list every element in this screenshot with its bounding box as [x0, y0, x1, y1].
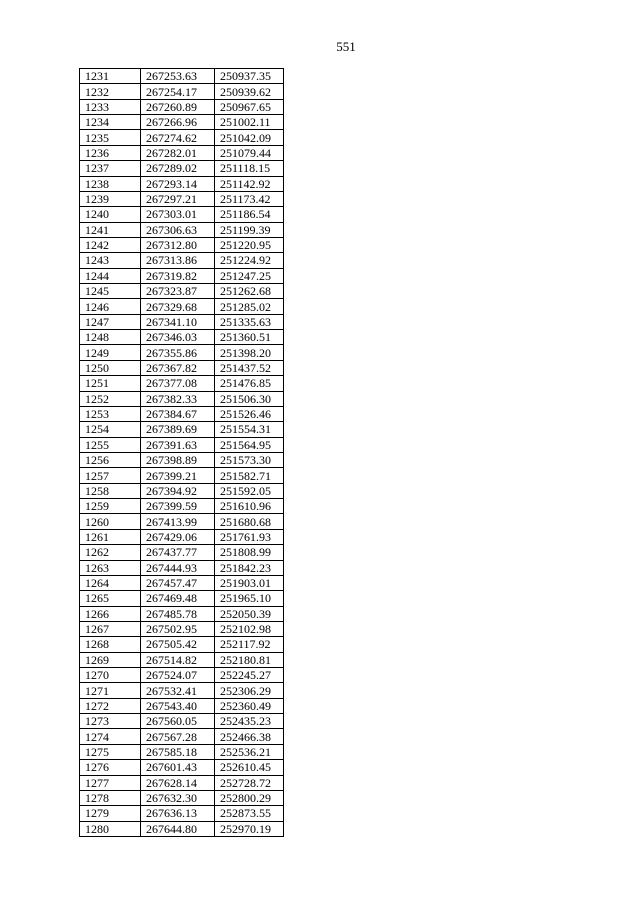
- table-row: [80, 698, 284, 713]
- table-row: [80, 207, 284, 222]
- x-coordinate-cell: 267266.96: [141, 115, 215, 130]
- point-number-cell: 1242: [80, 237, 141, 252]
- x-coordinate-cell: 267543.40: [141, 698, 215, 713]
- y-coordinate-cell: 252306.29: [215, 683, 284, 698]
- x-coordinate-cell: 267644.80: [141, 821, 215, 836]
- table-row: [80, 360, 284, 375]
- table-row: [80, 268, 284, 283]
- point-number-cell: 1250: [80, 360, 141, 375]
- y-coordinate-cell: 251761.93: [215, 529, 284, 544]
- y-coordinate-cell: 251173.42: [215, 191, 284, 206]
- x-coordinate-cell: 267601.43: [141, 760, 215, 775]
- x-coordinate-cell: 267274.62: [141, 130, 215, 145]
- x-coordinate-cell: 267367.82: [141, 360, 215, 375]
- y-coordinate-cell: 251903.01: [215, 575, 284, 590]
- y-coordinate-cell: 252610.45: [215, 760, 284, 775]
- x-coordinate-cell: 267260.89: [141, 99, 215, 114]
- point-number-cell: 1253: [80, 406, 141, 421]
- x-coordinate-cell: 267560.05: [141, 714, 215, 729]
- y-coordinate-cell: 251247.25: [215, 268, 284, 283]
- table-row: [80, 514, 284, 529]
- y-coordinate-cell: 252873.55: [215, 806, 284, 821]
- point-number-cell: 1236: [80, 145, 141, 160]
- table-row: [80, 376, 284, 391]
- table-row: [80, 575, 284, 590]
- coordinates-table: [79, 68, 284, 837]
- table-row: [80, 652, 284, 667]
- x-coordinate-cell: 267398.89: [141, 452, 215, 467]
- x-coordinate-cell: 267391.63: [141, 437, 215, 452]
- coordinates-table-body: [80, 69, 284, 837]
- table-row: [80, 560, 284, 575]
- table-row: [80, 621, 284, 636]
- y-coordinate-cell: 251506.30: [215, 391, 284, 406]
- point-number-cell: 1280: [80, 821, 141, 836]
- y-coordinate-cell: 251610.96: [215, 499, 284, 514]
- point-number-cell: 1243: [80, 253, 141, 268]
- y-coordinate-cell: 250939.62: [215, 84, 284, 99]
- point-number-cell: 1270: [80, 668, 141, 683]
- y-coordinate-cell: 251526.46: [215, 406, 284, 421]
- y-coordinate-cell: 252180.81: [215, 652, 284, 667]
- x-coordinate-cell: 267585.18: [141, 744, 215, 759]
- point-number-cell: 1277: [80, 775, 141, 790]
- table-row: [80, 145, 284, 160]
- point-number-cell: 1268: [80, 637, 141, 652]
- y-coordinate-cell: 252728.72: [215, 775, 284, 790]
- y-coordinate-cell: 251002.11: [215, 115, 284, 130]
- table-row: [80, 330, 284, 345]
- y-coordinate-cell: 251199.39: [215, 222, 284, 237]
- y-coordinate-cell: 251476.85: [215, 376, 284, 391]
- point-number-cell: 1273: [80, 714, 141, 729]
- point-number-cell: 1247: [80, 314, 141, 329]
- table-row: [80, 452, 284, 467]
- x-coordinate-cell: 267382.33: [141, 391, 215, 406]
- table-row: [80, 529, 284, 544]
- point-number-cell: 1256: [80, 452, 141, 467]
- y-coordinate-cell: 250937.35: [215, 69, 284, 84]
- x-coordinate-cell: 267567.28: [141, 729, 215, 744]
- y-coordinate-cell: 252245.27: [215, 668, 284, 683]
- table-row: [80, 161, 284, 176]
- point-number-cell: 1246: [80, 299, 141, 314]
- point-number-cell: 1251: [80, 376, 141, 391]
- x-coordinate-cell: 267303.01: [141, 207, 215, 222]
- point-number-cell: 1240: [80, 207, 141, 222]
- x-coordinate-cell: 267323.87: [141, 284, 215, 299]
- point-number-cell: 1275: [80, 744, 141, 759]
- table-row: [80, 284, 284, 299]
- table-row: [80, 299, 284, 314]
- point-number-cell: 1238: [80, 176, 141, 191]
- table-row: [80, 760, 284, 775]
- point-number-cell: 1255: [80, 437, 141, 452]
- y-coordinate-cell: 251554.31: [215, 422, 284, 437]
- x-coordinate-cell: 267319.82: [141, 268, 215, 283]
- y-coordinate-cell: 251118.15: [215, 161, 284, 176]
- point-number-cell: 1232: [80, 84, 141, 99]
- table-row: [80, 821, 284, 836]
- point-number-cell: 1249: [80, 345, 141, 360]
- point-number-cell: 1237: [80, 161, 141, 176]
- table-row: [80, 437, 284, 452]
- point-number-cell: 1278: [80, 790, 141, 805]
- point-number-cell: 1241: [80, 222, 141, 237]
- point-number-cell: 1261: [80, 529, 141, 544]
- x-coordinate-cell: 267437.77: [141, 545, 215, 560]
- table-row: [80, 637, 284, 652]
- y-coordinate-cell: 251285.02: [215, 299, 284, 314]
- table-row: [80, 729, 284, 744]
- y-coordinate-cell: 251262.68: [215, 284, 284, 299]
- table-row: [80, 222, 284, 237]
- table-row: [80, 668, 284, 683]
- x-coordinate-cell: 267306.63: [141, 222, 215, 237]
- table-row: [80, 499, 284, 514]
- y-coordinate-cell: 252466.38: [215, 729, 284, 744]
- table-row: [80, 69, 284, 84]
- y-coordinate-cell: 251360.51: [215, 330, 284, 345]
- point-number-cell: 1279: [80, 806, 141, 821]
- y-coordinate-cell: 251564.95: [215, 437, 284, 452]
- x-coordinate-cell: 267355.86: [141, 345, 215, 360]
- y-coordinate-cell: 251573.30: [215, 452, 284, 467]
- y-coordinate-cell: 252800.29: [215, 790, 284, 805]
- y-coordinate-cell: 251335.63: [215, 314, 284, 329]
- point-number-cell: 1239: [80, 191, 141, 206]
- x-coordinate-cell: 267312.80: [141, 237, 215, 252]
- x-coordinate-cell: 267297.21: [141, 191, 215, 206]
- point-number-cell: 1257: [80, 468, 141, 483]
- x-coordinate-cell: 267289.02: [141, 161, 215, 176]
- table-row: [80, 591, 284, 606]
- table-row: [80, 253, 284, 268]
- y-coordinate-cell: 251042.09: [215, 130, 284, 145]
- y-coordinate-cell: 251224.92: [215, 253, 284, 268]
- x-coordinate-cell: 267253.63: [141, 69, 215, 84]
- y-coordinate-cell: 252360.49: [215, 698, 284, 713]
- table-row: [80, 545, 284, 560]
- y-coordinate-cell: 252102.98: [215, 621, 284, 636]
- x-coordinate-cell: 267399.21: [141, 468, 215, 483]
- y-coordinate-cell: 252050.39: [215, 606, 284, 621]
- point-number-cell: 1235: [80, 130, 141, 145]
- point-number-cell: 1263: [80, 560, 141, 575]
- y-coordinate-cell: 251142.92: [215, 176, 284, 191]
- y-coordinate-cell: 251842.23: [215, 560, 284, 575]
- y-coordinate-cell: 252435.23: [215, 714, 284, 729]
- point-number-cell: 1264: [80, 575, 141, 590]
- x-coordinate-cell: 267329.68: [141, 299, 215, 314]
- y-coordinate-cell: 251220.95: [215, 237, 284, 252]
- x-coordinate-cell: 267282.01: [141, 145, 215, 160]
- point-number-cell: 1231: [80, 69, 141, 84]
- table-row: [80, 345, 284, 360]
- y-coordinate-cell: 251808.99: [215, 545, 284, 560]
- x-coordinate-cell: 267313.86: [141, 253, 215, 268]
- point-number-cell: 1254: [80, 422, 141, 437]
- table-row: [80, 806, 284, 821]
- point-number-cell: 1274: [80, 729, 141, 744]
- x-coordinate-cell: 267377.08: [141, 376, 215, 391]
- point-number-cell: 1265: [80, 591, 141, 606]
- point-number-cell: 1262: [80, 545, 141, 560]
- point-number-cell: 1245: [80, 284, 141, 299]
- x-coordinate-cell: 267505.42: [141, 637, 215, 652]
- x-coordinate-cell: 267457.47: [141, 575, 215, 590]
- y-coordinate-cell: 252117.92: [215, 637, 284, 652]
- table-row: [80, 84, 284, 99]
- table-row: [80, 468, 284, 483]
- x-coordinate-cell: 267429.06: [141, 529, 215, 544]
- point-number-cell: 1276: [80, 760, 141, 775]
- table-row: [80, 744, 284, 759]
- table-row: [80, 391, 284, 406]
- table-row: [80, 314, 284, 329]
- y-coordinate-cell: 251965.10: [215, 591, 284, 606]
- x-coordinate-cell: 267502.95: [141, 621, 215, 636]
- x-coordinate-cell: 267254.17: [141, 84, 215, 99]
- y-coordinate-cell: 251186.54: [215, 207, 284, 222]
- x-coordinate-cell: 267413.99: [141, 514, 215, 529]
- x-coordinate-cell: 267384.67: [141, 406, 215, 421]
- table-row: [80, 790, 284, 805]
- x-coordinate-cell: 267636.13: [141, 806, 215, 821]
- point-number-cell: 1248: [80, 330, 141, 345]
- y-coordinate-cell: 251398.20: [215, 345, 284, 360]
- point-number-cell: 1269: [80, 652, 141, 667]
- table-row: [80, 714, 284, 729]
- x-coordinate-cell: 267444.93: [141, 560, 215, 575]
- x-coordinate-cell: 267532.41: [141, 683, 215, 698]
- table-row: [80, 99, 284, 114]
- x-coordinate-cell: 267514.82: [141, 652, 215, 667]
- y-coordinate-cell: 251582.71: [215, 468, 284, 483]
- point-number-cell: 1258: [80, 483, 141, 498]
- y-coordinate-cell: 252970.19: [215, 821, 284, 836]
- point-number-cell: 1260: [80, 514, 141, 529]
- table-row: [80, 176, 284, 191]
- point-number-cell: 1252: [80, 391, 141, 406]
- x-coordinate-cell: 267399.59: [141, 499, 215, 514]
- x-coordinate-cell: 267394.92: [141, 483, 215, 498]
- point-number-cell: 1259: [80, 499, 141, 514]
- x-coordinate-cell: 267346.03: [141, 330, 215, 345]
- table-row: [80, 406, 284, 421]
- page-number: 551: [336, 39, 356, 54]
- x-coordinate-cell: 267628.14: [141, 775, 215, 790]
- x-coordinate-cell: 267389.69: [141, 422, 215, 437]
- table-row: [80, 237, 284, 252]
- point-number-cell: 1244: [80, 268, 141, 283]
- y-coordinate-cell: 251437.52: [215, 360, 284, 375]
- table-row: [80, 775, 284, 790]
- table-row: [80, 191, 284, 206]
- point-number-cell: 1233: [80, 99, 141, 114]
- x-coordinate-cell: 267293.14: [141, 176, 215, 191]
- x-coordinate-cell: 267524.07: [141, 668, 215, 683]
- y-coordinate-cell: 251680.68: [215, 514, 284, 529]
- table-row: [80, 115, 284, 130]
- table-row: [80, 606, 284, 621]
- point-number-cell: 1267: [80, 621, 141, 636]
- x-coordinate-cell: 267469.48: [141, 591, 215, 606]
- table-row: [80, 683, 284, 698]
- point-number-cell: 1266: [80, 606, 141, 621]
- x-coordinate-cell: 267632.30: [141, 790, 215, 805]
- table-row: [80, 130, 284, 145]
- point-number-cell: 1271: [80, 683, 141, 698]
- table-row: [80, 422, 284, 437]
- x-coordinate-cell: 267485.78: [141, 606, 215, 621]
- point-number-cell: 1234: [80, 115, 141, 130]
- y-coordinate-cell: 251592.05: [215, 483, 284, 498]
- table-row: [80, 483, 284, 498]
- y-coordinate-cell: 250967.65: [215, 99, 284, 114]
- x-coordinate-cell: 267341.10: [141, 314, 215, 329]
- point-number-cell: 1272: [80, 698, 141, 713]
- y-coordinate-cell: 251079.44: [215, 145, 284, 160]
- y-coordinate-cell: 252536.21: [215, 744, 284, 759]
